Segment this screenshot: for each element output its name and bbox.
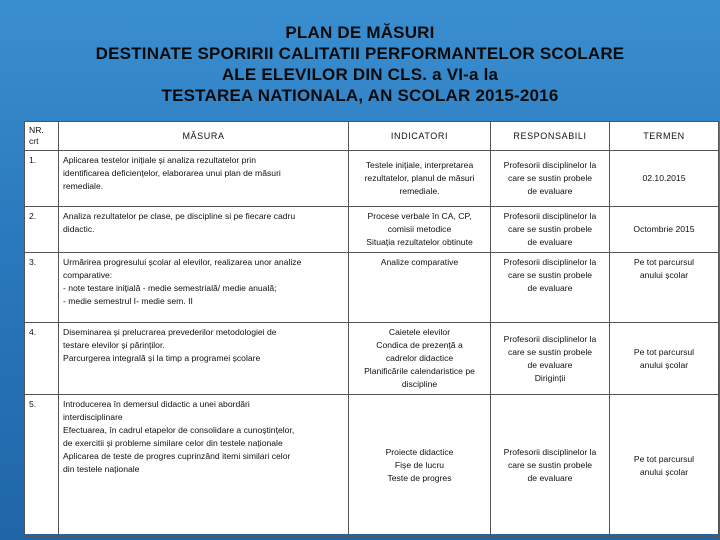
header-nr: NR. crt xyxy=(25,122,59,151)
indicatori-text-line: Teste de progres xyxy=(387,473,452,483)
table-row xyxy=(25,253,719,323)
indicatori-text-line: Analize comparative xyxy=(380,257,459,267)
indicatori-text-line: Procese verbale în CA, CP, xyxy=(367,211,472,221)
responsabili-text-line: care se sustin probele xyxy=(507,270,593,280)
termen-text-line: anului școlar xyxy=(639,466,689,477)
masura-text-line: de exercitii și probleme similare celor din testele naționale xyxy=(63,438,283,448)
masura-text-line: Aplicarea de teste de progres cuprinzând itemi similari celor xyxy=(63,451,291,461)
masura-text-line: testare elevilor și părinților. xyxy=(63,340,165,350)
cell-indicatori xyxy=(349,395,491,537)
row-number: 5. xyxy=(25,395,59,537)
masura-text-line: - note testare inițială - medie semestrială/ medie anuală; xyxy=(63,283,277,293)
header-termen: TERMEN xyxy=(610,122,719,151)
title-line-2: DESTINATE SPORIRII CALITATII PERFORMANTELOR SCOLARE xyxy=(95,44,625,63)
masura-text-line: Diseminarea și prelucrarea prevederilor metodologiei de xyxy=(63,327,277,337)
cell-termen xyxy=(610,395,719,537)
table-row xyxy=(25,207,719,253)
responsabili-text-line: Profesorii disciplinelor la xyxy=(503,333,597,344)
table-header-row xyxy=(25,122,719,151)
plan-table xyxy=(24,121,719,537)
masura-text-line: remediale. xyxy=(63,181,104,191)
masura-text-line: interdisciplinare xyxy=(63,412,123,422)
indicatori-text-line: remediale. xyxy=(399,186,440,196)
cell-termen xyxy=(610,253,719,323)
masura-text-line: din testele naționale xyxy=(63,464,140,474)
masura-text-line: comparative: xyxy=(63,270,113,280)
masura-text-line: Analiza rezultatelor pe clase, pe discipline si pe fiecare cadru xyxy=(63,211,296,221)
responsabili-text-line: Profesorii disciplinelor la xyxy=(503,257,597,267)
row-number: 4. xyxy=(25,323,59,395)
cell-responsabili xyxy=(491,151,610,207)
responsabili-text-line: Diriginții xyxy=(534,372,566,383)
cell-responsabili xyxy=(491,253,610,323)
table-row xyxy=(25,395,719,537)
responsabili-text-line: care se sustin probele xyxy=(507,460,593,470)
masura-text-line: Parcurgerea integrală și la timp a programei școlare xyxy=(63,353,261,363)
indicatori-text-line: Caietele elevilor xyxy=(388,327,451,337)
cell-masura xyxy=(59,395,349,537)
indicatori-text-line: Planificările calendaristice pe xyxy=(364,366,475,376)
page-title xyxy=(0,22,720,106)
header-indicatori: INDICATORI xyxy=(349,122,491,151)
cell-masura xyxy=(59,253,349,323)
title-line-3: ALE ELEVILOR DIN CLS. a VI-a la xyxy=(221,65,499,84)
responsabili-text-line: de evaluare xyxy=(527,359,573,370)
cell-indicatori xyxy=(349,323,491,395)
cell-indicatori xyxy=(349,253,491,323)
masura-text-line: Efectuarea, în cadrul etapelor de consolidare a cunoștințelor, xyxy=(63,425,295,435)
termen-text-line: anului școlar xyxy=(639,270,689,280)
indicatori-text-line: Situația rezultatelor obtinute xyxy=(366,237,473,247)
termen-text-line: Pe tot parcursul xyxy=(633,257,695,267)
header-masura: MĂSURA xyxy=(59,122,349,151)
masura-text-line: identificarea deficiențelor, elaborarea unui plan de măsuri xyxy=(63,168,281,178)
responsabili-text-line: care se sustin probele xyxy=(507,224,593,234)
indicatori-text-line: Proiecte didactice xyxy=(385,447,454,457)
cell-responsabili xyxy=(491,207,610,253)
responsabili-text-line: de evaluare xyxy=(527,283,573,293)
title-line-1: PLAN DE MĂSURI xyxy=(285,23,435,42)
table-row xyxy=(25,151,719,207)
masura-text-line: Introducerea în demersul didactic a unei abordări xyxy=(63,399,250,409)
responsabili-text-line: Profesorii disciplinelor la xyxy=(503,211,597,221)
cell-termen xyxy=(610,151,719,207)
responsabili-text-line: care se sustin probele xyxy=(507,173,593,183)
row-number: 1. xyxy=(25,151,59,207)
cell-masura xyxy=(59,207,349,253)
indicatori-text-line: discipline xyxy=(401,379,438,389)
responsabili-text-line: care se sustin probele xyxy=(507,346,593,357)
cell-indicatori xyxy=(349,207,491,253)
cell-indicatori xyxy=(349,151,491,207)
responsabili-text-line: de evaluare xyxy=(527,237,573,247)
indicatori-text-line: Condica de prezență a xyxy=(376,340,463,350)
responsabili-text-line: de evaluare xyxy=(527,473,573,483)
termen-text-line: anului școlar xyxy=(639,359,689,370)
cell-termen xyxy=(610,207,719,253)
masura-text-line: - medie semestrul I- medie sem. II xyxy=(63,296,193,306)
termen-text-line: Pe tot parcursul xyxy=(633,346,695,357)
responsabili-text-line: Profesorii disciplinelor la xyxy=(503,160,597,170)
masura-text-line: Urmărirea progresului școlar al elevilor, realizarea unor analize xyxy=(63,257,302,267)
responsabili-text-line: de evaluare xyxy=(527,186,573,196)
responsabili-text-line: Profesorii disciplinelor la xyxy=(503,447,597,457)
header-responsabili: RESPONSABILI xyxy=(491,122,610,151)
indicatori-text-line: cadrelor didactice xyxy=(385,353,454,363)
cell-masura xyxy=(59,323,349,395)
indicatori-text-line: Testele inițiale, interpretarea xyxy=(365,160,474,170)
row-number: 2. xyxy=(25,207,59,253)
table-row xyxy=(25,323,719,395)
plan-table-panel xyxy=(24,121,718,534)
cell-responsabili xyxy=(491,323,610,395)
title-line-4: TESTAREA NATIONALA, AN SCOLAR 2015-2016 xyxy=(161,86,559,105)
cell-responsabili xyxy=(491,395,610,537)
termen-text-line: Octombrie 2015 xyxy=(633,224,695,234)
row-number: 3. xyxy=(25,253,59,323)
termen-text-line: 02.10.2015 xyxy=(642,173,686,183)
indicatori-text-line: rezultatelor, planul de măsuri xyxy=(364,173,475,183)
indicatori-text-line: comisii metodice xyxy=(387,224,452,234)
masura-text-line: Aplicarea testelor inițiale și analiza rezultatelor prin xyxy=(63,155,256,165)
cell-termen xyxy=(610,323,719,395)
masura-text-line: didactic. xyxy=(63,224,95,234)
indicatori-text-line: Fișe de lucru xyxy=(394,460,445,470)
termen-text-line: Pe tot parcursul xyxy=(633,453,695,464)
cell-masura xyxy=(59,151,349,207)
